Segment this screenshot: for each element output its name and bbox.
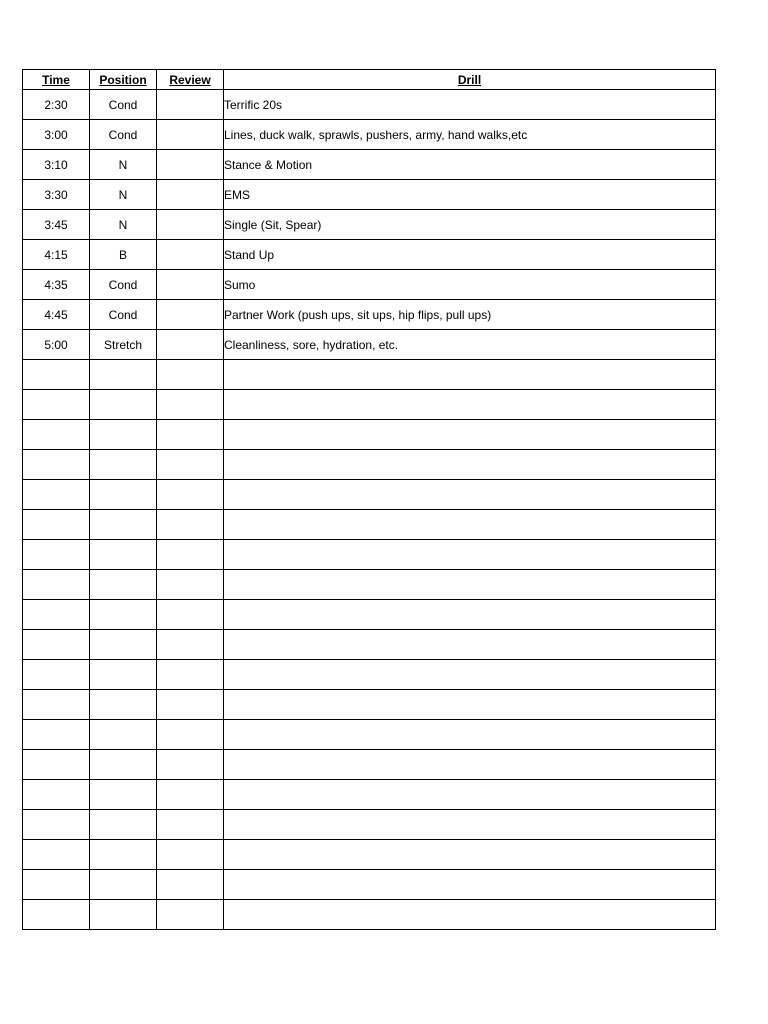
drill-cell xyxy=(224,720,716,750)
table-row xyxy=(23,240,716,270)
position-cell: N xyxy=(90,180,157,210)
table-row xyxy=(23,870,716,900)
table-row xyxy=(23,720,716,750)
position-cell: Cond xyxy=(90,300,157,330)
time-cell: 3:45 xyxy=(23,210,90,240)
time-cell xyxy=(23,780,90,810)
review-cell xyxy=(157,90,224,120)
drill-cell xyxy=(224,450,716,480)
drill-cell xyxy=(224,750,716,780)
position-cell: Stretch xyxy=(90,330,157,360)
review-cell xyxy=(157,600,224,630)
review-cell xyxy=(157,420,224,450)
table-row xyxy=(23,420,716,450)
table-row xyxy=(23,390,716,420)
drill-cell xyxy=(224,360,716,390)
time-cell: 4:45 xyxy=(23,300,90,330)
time-cell xyxy=(23,660,90,690)
time-cell xyxy=(23,390,90,420)
schedule-body xyxy=(23,90,716,930)
drill-cell: Sumo xyxy=(224,270,716,300)
position-cell xyxy=(90,360,157,390)
position-cell xyxy=(90,510,157,540)
time-cell xyxy=(23,480,90,510)
review-cell xyxy=(157,750,224,780)
position-cell: N xyxy=(90,150,157,180)
position-cell: N xyxy=(90,210,157,240)
position-cell xyxy=(90,900,157,930)
time-cell xyxy=(23,450,90,480)
time-cell: 3:10 xyxy=(23,150,90,180)
review-cell xyxy=(157,780,224,810)
position-cell xyxy=(90,720,157,750)
review-cell xyxy=(157,120,224,150)
review-column-header: Review xyxy=(157,70,224,90)
drill-cell: Partner Work (push ups, sit ups, hip flips, pull ups) xyxy=(224,300,716,330)
time-cell xyxy=(23,510,90,540)
review-cell xyxy=(157,690,224,720)
drill-cell: Single (Sit, Spear) xyxy=(224,210,716,240)
review-cell xyxy=(157,840,224,870)
table-row xyxy=(23,180,716,210)
time-cell xyxy=(23,900,90,930)
position-cell xyxy=(90,840,157,870)
practice-schedule-table xyxy=(22,69,716,930)
time-cell xyxy=(23,840,90,870)
time-cell: 3:00 xyxy=(23,120,90,150)
review-cell xyxy=(157,240,224,270)
table-row xyxy=(23,600,716,630)
time-cell xyxy=(23,540,90,570)
drill-cell xyxy=(224,630,716,660)
drill-cell xyxy=(224,690,716,720)
review-cell xyxy=(157,270,224,300)
drill-cell: EMS xyxy=(224,180,716,210)
position-cell xyxy=(90,450,157,480)
table-row xyxy=(23,360,716,390)
table-row xyxy=(23,510,716,540)
position-cell xyxy=(90,750,157,780)
drill-cell: Cleanliness, sore, hydration, etc. xyxy=(224,330,716,360)
time-cell xyxy=(23,600,90,630)
table-row xyxy=(23,900,716,930)
table-row xyxy=(23,210,716,240)
table-row xyxy=(23,750,716,780)
review-cell xyxy=(157,210,224,240)
drill-cell xyxy=(224,390,716,420)
position-cell: Cond xyxy=(90,90,157,120)
table-row xyxy=(23,540,716,570)
position-cell: Cond xyxy=(90,270,157,300)
time-cell: 2:30 xyxy=(23,90,90,120)
drill-cell xyxy=(224,840,716,870)
practice-schedule-sheet xyxy=(22,69,715,930)
position-cell xyxy=(90,870,157,900)
time-cell: 3:30 xyxy=(23,180,90,210)
drill-cell xyxy=(224,810,716,840)
review-cell xyxy=(157,570,224,600)
table-row xyxy=(23,840,716,870)
position-cell xyxy=(90,690,157,720)
table-row xyxy=(23,300,716,330)
time-cell xyxy=(23,630,90,660)
review-cell xyxy=(157,300,224,330)
drill-cell xyxy=(224,570,716,600)
drill-cell xyxy=(224,600,716,630)
position-cell xyxy=(90,390,157,420)
position-cell xyxy=(90,660,157,690)
position-column-header: Position xyxy=(90,70,157,90)
time-cell xyxy=(23,720,90,750)
table-row xyxy=(23,630,716,660)
drill-cell xyxy=(224,540,716,570)
table-row xyxy=(23,570,716,600)
drill-cell: Stance & Motion xyxy=(224,150,716,180)
drill-cell xyxy=(224,780,716,810)
table-row xyxy=(23,270,716,300)
review-cell xyxy=(157,810,224,840)
review-cell xyxy=(157,540,224,570)
review-cell xyxy=(157,390,224,420)
review-cell xyxy=(157,360,224,390)
review-cell xyxy=(157,180,224,210)
position-cell xyxy=(90,600,157,630)
table-row xyxy=(23,450,716,480)
drill-cell xyxy=(224,420,716,450)
drill-cell xyxy=(224,510,716,540)
time-column-header: Time xyxy=(23,70,90,90)
position-cell xyxy=(90,810,157,840)
time-cell xyxy=(23,420,90,450)
position-cell xyxy=(90,780,157,810)
drill-cell xyxy=(224,870,716,900)
time-cell xyxy=(23,690,90,720)
table-row xyxy=(23,120,716,150)
table-row xyxy=(23,780,716,810)
review-cell xyxy=(157,150,224,180)
header-row xyxy=(23,70,716,90)
drill-cell xyxy=(224,900,716,930)
table-row xyxy=(23,90,716,120)
table-row xyxy=(23,660,716,690)
position-cell xyxy=(90,630,157,660)
drill-cell: Stand Up xyxy=(224,240,716,270)
position-cell: B xyxy=(90,240,157,270)
review-cell xyxy=(157,630,224,660)
drill-cell xyxy=(224,480,716,510)
position-cell: Cond xyxy=(90,120,157,150)
time-cell xyxy=(23,570,90,600)
review-cell xyxy=(157,480,224,510)
drill-cell xyxy=(224,660,716,690)
review-cell xyxy=(157,510,224,540)
table-row xyxy=(23,690,716,720)
drill-column-header: Drill xyxy=(224,70,716,90)
time-cell xyxy=(23,750,90,780)
review-cell xyxy=(157,720,224,750)
time-cell xyxy=(23,360,90,390)
drill-cell: Lines, duck walk, sprawls, pushers, army, hand walks,etc xyxy=(224,120,716,150)
position-cell xyxy=(90,420,157,450)
position-cell xyxy=(90,480,157,510)
review-cell xyxy=(157,450,224,480)
table-row xyxy=(23,480,716,510)
time-cell: 4:35 xyxy=(23,270,90,300)
review-cell xyxy=(157,900,224,930)
review-cell xyxy=(157,330,224,360)
drill-cell: Terrific 20s xyxy=(224,90,716,120)
table-row xyxy=(23,330,716,360)
time-cell: 4:15 xyxy=(23,240,90,270)
position-cell xyxy=(90,540,157,570)
table-row xyxy=(23,150,716,180)
position-cell xyxy=(90,570,157,600)
time-cell xyxy=(23,870,90,900)
time-cell xyxy=(23,810,90,840)
time-cell: 5:00 xyxy=(23,330,90,360)
review-cell xyxy=(157,870,224,900)
review-cell xyxy=(157,660,224,690)
table-row xyxy=(23,810,716,840)
